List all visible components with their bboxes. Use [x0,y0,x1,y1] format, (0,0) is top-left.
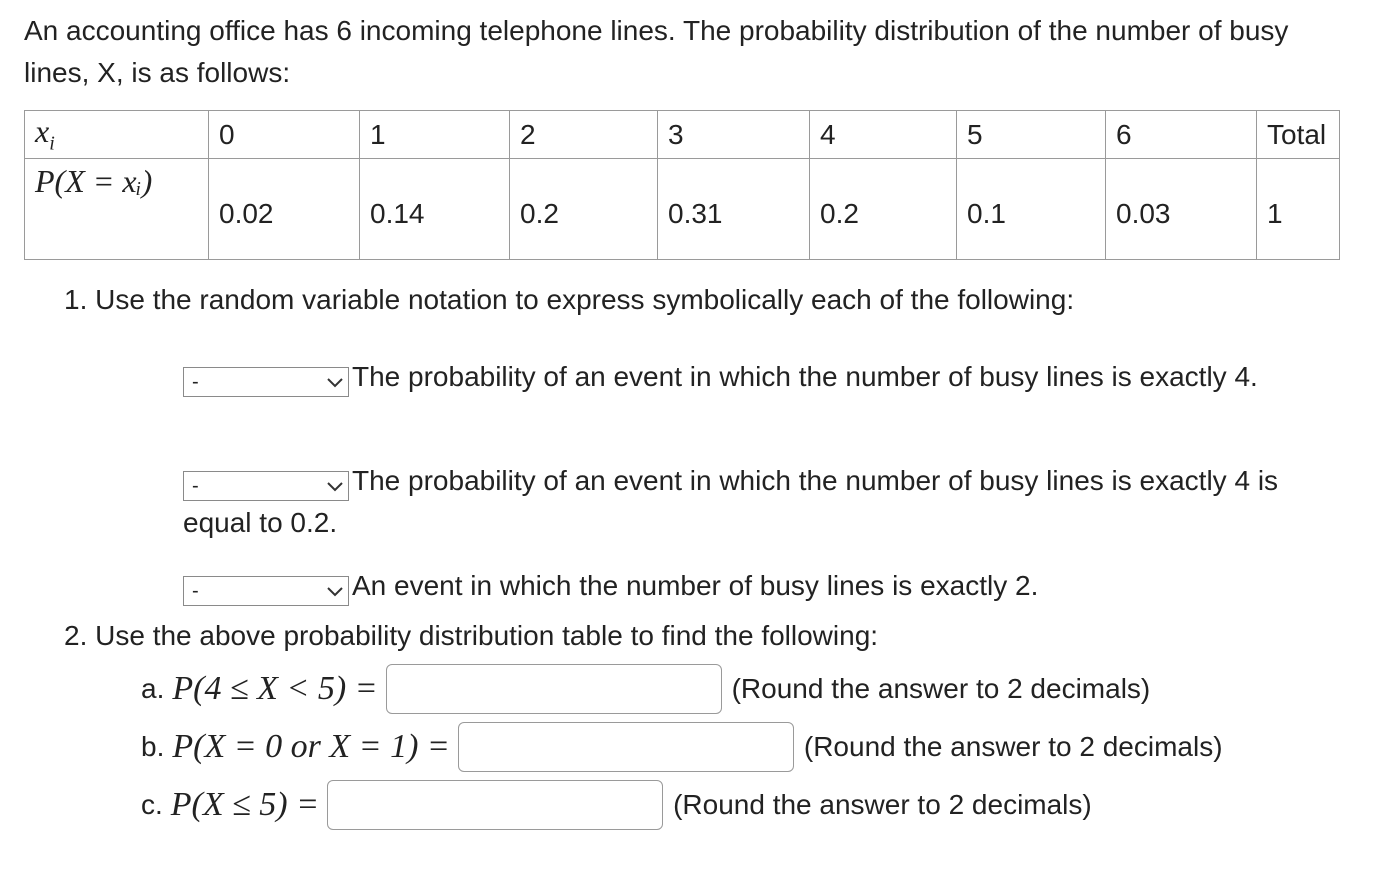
x-value-cell: 0 [209,111,360,159]
chevron-down-icon [326,582,344,600]
x-value-cell: 1 [360,111,510,159]
p-value-cell: 0.2 [510,159,658,260]
p-total-cell: 1 [1257,159,1340,260]
round-hint: (Round the answer to 2 decimals) [731,673,1151,704]
part-label: b. [141,731,165,762]
part-a [141,662,1150,716]
p-value-cell: 0.2 [810,159,957,260]
part-label: c. [141,789,163,820]
part-c [141,778,1092,832]
round-hint: (Round the answer to 2 decimals) [673,789,1092,820]
x-value-cell: 2 [510,111,658,159]
x-value-cell: 3 [658,111,810,159]
p-value-cell: 0.03 [1106,159,1257,260]
question-1: 1. Use the random variable notation to express symbolically each of the following: [64,284,1075,315]
answer-input-a[interactable] [386,664,722,714]
notation-select-2[interactable] [183,471,349,501]
notation-select-3[interactable] [183,576,349,606]
p-value-cell: 0.31 [658,159,810,260]
chevron-down-icon [326,373,344,391]
question-2: 2. Use the above probability distribution table to find the following: [64,620,879,651]
select-description: An event in which the number of busy lines is exactly 2. [352,570,1039,601]
part-label: a. [141,673,165,704]
x-header-base: x [35,113,50,150]
part-expression: P(X ≤ 5) = [170,786,320,823]
probability-distribution-table [24,110,1340,260]
select-item-2 [183,460,1283,544]
x-value-cell: 5 [957,111,1106,159]
x-header-sub: i [49,132,55,155]
answer-input-c[interactable] [327,780,663,830]
answer-input-b[interactable] [458,722,794,772]
notation-select-1[interactable] [183,367,349,397]
select-item-1 [183,356,1283,398]
x-value-cell: 4 [810,111,957,159]
table-row-probabilities [25,159,1340,260]
select-description: The probability of an event in which the number of busy lines is exactly 4. [352,361,1258,392]
select-item-3 [183,565,1283,607]
select-value: - [192,475,199,497]
problem-intro: An accounting office has 6 incoming telephone lines. The probability distribution of the number of busy lines, X, is as follows: [24,15,1289,88]
part-b [141,720,1223,774]
select-value: - [192,371,199,393]
p-value-cell: 0.02 [209,159,360,260]
select-description: The probability of an event in which the number of busy lines is exactly 4 is equal to 0.2. [183,465,1279,538]
round-hint: (Round the answer to 2 decimals) [803,731,1223,762]
total-header-cell: Total [1257,111,1340,159]
part-expression: P(4 ≤ X < 5) = [172,670,378,707]
p-header-cell: P(X = xᵢ) [25,159,209,260]
p-value-cell: 0.14 [360,159,510,260]
x-header-cell [25,111,209,159]
part-expression: P(X = 0 or X = 1) = [172,728,450,765]
p-value-cell: 0.1 [957,159,1106,260]
chevron-down-icon [326,477,344,495]
x-value-cell: 6 [1106,111,1257,159]
table-row-x-values [25,111,1340,159]
select-value: - [192,580,199,602]
